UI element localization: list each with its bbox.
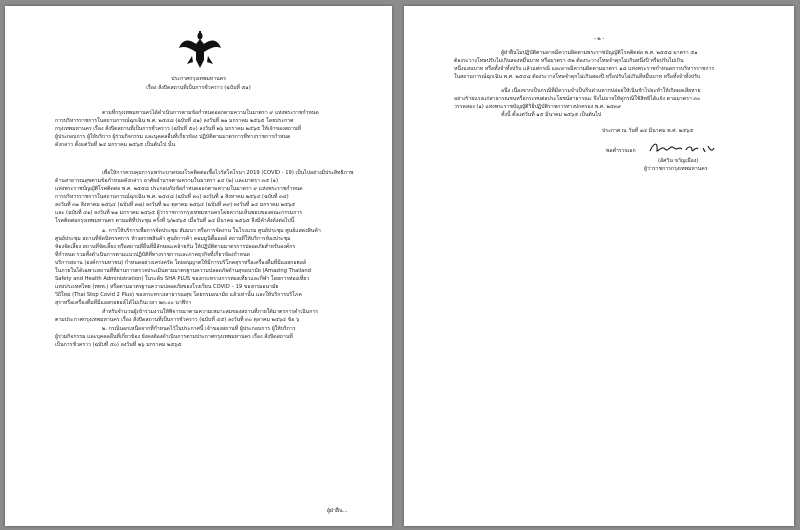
body-line: ด้านสาธารณสุขตามข้อกำหนดดังกล่าว อาศัยอำนาจตามความในมาตรา ๑๔ (๒) และมาตรา ๓๕ (๑) xyxy=(55,178,278,184)
signer-title: ผู้ว่าราชการกรุงเทพมหานคร xyxy=(644,166,708,172)
body-line: ๒. กรณีนอกเหนือจากที่กำหนดไว้ในประกาศนี้ เจ้าของสถานที่ ผู้ประกอบการ ผู้ให้บริการ xyxy=(102,326,296,332)
page-number: - ๒ - xyxy=(593,36,605,42)
body-line: ๑. การให้บริการเพื่อการจัดประชุม สัมมนา หรือการจัดงาน ในโรงแรม ศูนย์ประชุม ศูนย์แสดงสินค้า xyxy=(102,228,321,234)
body-line: วิถีใหม่ (Thai Stop Covid 2 Plus) ของกระทรวงสาธารณสุข โดยกรมอนามัย แล้วเท่านั้น และให้บริการบริโภค xyxy=(55,292,302,298)
body-line: อนึ่ง เนื่องจากเป็นกรณีที่มีความจำเป็นรีบด่วนหากปล่อยให้เนิ่นช้าไปจะทำให้เกิดผลเสียหาย xyxy=(501,88,701,94)
document-page-2 xyxy=(404,6,794,526)
body-line: ตามประกาศกรุงเทพมหานคร เรื่อง สั่งปิดสถานที่เป็นการชั่วคราว (ฉบับที่ ๔๕) ลงวันที่ ๓๐ ตุลาคม ๒๕๖๔ ข้อ ๖ xyxy=(55,317,300,323)
body-line: ศูนย์ประชุม สถานที่จัดนิทรรศการ ห้างสรรพสินค้า ศูนย์การค้า คอมมูนิตี้มอลล์ สถานที่ให้บริการห้องประชุม xyxy=(55,236,291,242)
signer-rank: พลตำรวจเอก xyxy=(606,148,636,154)
body-line: โรคติดต่อกรุงเทพมหานคร ตามมติที่ประชุม ครั้งที่ ๖/๒๕๖๕ เมื่อวันที่ ๑๔ มีนาคม ๒๕๖๕ จึงมีคำสั่งดังต่อไปนี้ xyxy=(55,218,295,224)
body-line: อย่างร้ายแรงแก่สาธารณชนหรือกระทบต่อประโยชน์สาธารณะ จึงไม่อาจให้คู่กรณีใช้สิทธิได้แจ้ง ตามมาตรา ๓๐ xyxy=(454,96,701,102)
body-line: แห่งพระราชบัญญัติโรคติดต่อ พ.ศ. ๒๕๕๘ ประกอบกับข้อกำหนดออกตามความในมาตรา ๙ แห่งพระราชกำหนด xyxy=(55,186,303,192)
body-line: สุราหรือเครื่องดื่มที่มีแอลกอฮอล์ได้ไม่เกินเวลา ๒๓.๐๐ นาฬิกา xyxy=(55,300,192,306)
signer-name: (อัศวิน ขวัญเมือง) xyxy=(658,158,699,164)
body-line: และ (ฉบับที่ ๔๑) ลงวันที่ ๒๑ มกราคม ๒๕๖๕ ผู้ว่าราชการกรุงเทพมหานครโดยความเห็นชอบของคณะกรรมการ xyxy=(55,210,303,216)
body-line: เป็นการชั่วคราว (ฉบับที่ ๕๐) ลงวันที่ ๒๖ มกราคม ๒๕๖๕ xyxy=(55,342,182,348)
signature-image xyxy=(648,140,718,156)
announced-date: ประกาศ ณ วันที่ ๑๔ มีนาคม พ.ศ. ๒๕๖๕ xyxy=(602,128,694,134)
announcement-title: ประกาศกรุงเทพมหานคร xyxy=(171,76,226,82)
body-line: สำหรับจำนวนผู้เข้าร่วมงานให้พิจารณาตามความเหมาะสมของสถานที่ภายใต้มาตรการดำเนินการ xyxy=(102,309,319,315)
announcement-subject: เรื่อง สั่งปิดสถานที่เป็นการชั่วคราว (ฉบับที่ ๕๑) xyxy=(146,85,251,91)
body-line: แห่งประเทศไทย (ททท.) หรือตามมาตรฐานความปลอดภัยของโรงเรียน COVID – 19 ของกรมอนามัย xyxy=(55,284,279,290)
body-line: ผู้ร่วมกิจกรรม และบุคคลอื่นที่เกี่ยวข้อง ยังคงต้องดำเนินการตามประกาศกรุงเทพมหานคร เรื่อง สั่งปิดสถานที่ xyxy=(55,334,293,340)
body-line: ต้องระวางโทษปรับไม่เกินสองหมื่นบาท หรือมาตรา ๕๒ ต้องระวางโทษจำคุกไม่เกินหนึ่งปี หรือปรับไม่เกิน xyxy=(454,58,684,64)
body-line: การบริหารราชการในสถานการณ์ฉุกเฉิน พ.ศ. ๒๕๔๘ (ฉบับที่ ๓๐) ลงวันที่ ๑ สิงหาคม ๒๕๖๔ (ฉบับที่ ๓๔) xyxy=(55,194,289,200)
body-line: ห้องจัดเลี้ยง สถานที่จัดเลี้ยง หรือสถานที่อื่นที่มีลักษณะคล้ายกัน ให้ปฏิบัติตามมาตรการปลอดภัยสำหรับองค์กร xyxy=(55,244,296,250)
body-line: ในภายในได้เฉพาะสถานที่ที่ผ่านการตรวจประเมินตามมาตรฐานความปลอดภัยด้านสุขอนามัย (Amazing Thailand xyxy=(55,268,311,274)
body-line: ลงวันที่ ๓๑ สิงหาคม ๒๕๖๔ (ฉบับที่ ๓๗) ลงวันที่ ๒๐ ตุลาคม ๒๕๖๔ (ฉบับที่ ๓๙) ลงวันที่ ๑๔ มกราคม ๒๕๖๕ xyxy=(55,202,296,208)
body-line: ทั้งนี้ ตั้งแต่วันที่ ๑๕ มีนาคม ๒๕๖๕ เป็นต้นไป xyxy=(501,112,602,118)
body-line: เพื่อให้การควบคุมการแพร่ระบาดของโรคติดต่อเชื้อไวรัสโคโรนา 2019 (COVID - 19) เป็นไปอย่างมีประสิทธิภาพ xyxy=(102,170,354,176)
garuda-emblem-icon xyxy=(178,30,222,70)
body-line: บริการสถาน (องค์การมหาชน) กำหนดอย่างเคร่งครัด โดยอนุญาตให้มีการบริโภคสุราหรือเครื่องดื่มที่มีแอลกอฮอล์ xyxy=(55,260,307,266)
body-line: การบริหารราชการในสถานการณ์ฉุกเฉิน พ.ศ. ๒๕๔๘ (ฉบับที่ ๔๑) ลงวันที่ ๒๑ มกราคม ๒๕๖๕ โดยประกาศ xyxy=(55,118,294,124)
body-line: ในสถานการณ์ฉุกเฉิน พ.ศ. ๒๕๔๘ ต้องระวางโทษจำคุกไม่เกินสองปี หรือปรับไม่เกินสี่หมื่นบาท หรือทั้งจำทั้งปรับ xyxy=(454,74,701,80)
body-line: ผู้ฝ่าฝืนไม่ปฏิบัติตามอาจมีความผิดตามพระราชบัญญัติโรคติดต่อ พ.ศ. ๒๕๕๘ มาตรา ๕๑ xyxy=(501,50,698,56)
body-line: วรรคสอง (๑) แห่งพระราชบัญญัติวิธีปฏิบัติราชการทางปกครอง พ.ศ. ๒๕๓๙ xyxy=(454,104,622,110)
body-line: กรุงเทพมหานคร เรื่อง สั่งปิดสถานที่เป็นการชั่วคราว (ฉบับที่ ๕๐) ลงวันที่ ๒๖ มกราคม ๒๕๖๕ ให้เจ้าของสถานที่ xyxy=(55,126,301,132)
document-page-1 xyxy=(5,6,392,526)
body-line: ดังกล่าว ตั้งแต่วันที่ ๒๔ มกราคม ๒๕๖๕ เป็นต้นไป นั้น xyxy=(55,142,176,148)
body-line: ผู้ประกอบการ ผู้ให้บริการ ผู้ร่วมกิจกรรม และบุคคลอื่นที่เกี่ยวข้อง ปฏิบัติตามมาตรการที่ทางราชการกำหนด xyxy=(55,134,291,140)
body-line: ตามที่กรุงเทพมหานครได้ดำเนินการตามข้อกำหนดออกตามความในมาตรา ๙ แห่งพระราชกำหนด xyxy=(102,110,319,116)
body-line: ที่กำหนด รวมทั้งดำเนินการตามแนวปฏิบัติที่ทางราชการและภาคธุรกิจที่เกี่ยวข้องกำหนด xyxy=(55,252,250,258)
body-line: Safety and Health Administration) ในระดับ SHA PLUS ของกระทรวงการท่องเที่ยวและกีฬา โดยการท่องเที่ยว xyxy=(55,276,310,282)
body-line: หนึ่งแสนบาท หรือทั้งจำทั้งปรับ แล้วแต่กรณี และอาจมีความผิดตามมาตรา ๑๘ แห่งพระราชกำหนดการบริหารราชการ xyxy=(454,66,715,72)
continued-marker: ผู้ฝ่าฝืน... xyxy=(327,508,348,514)
